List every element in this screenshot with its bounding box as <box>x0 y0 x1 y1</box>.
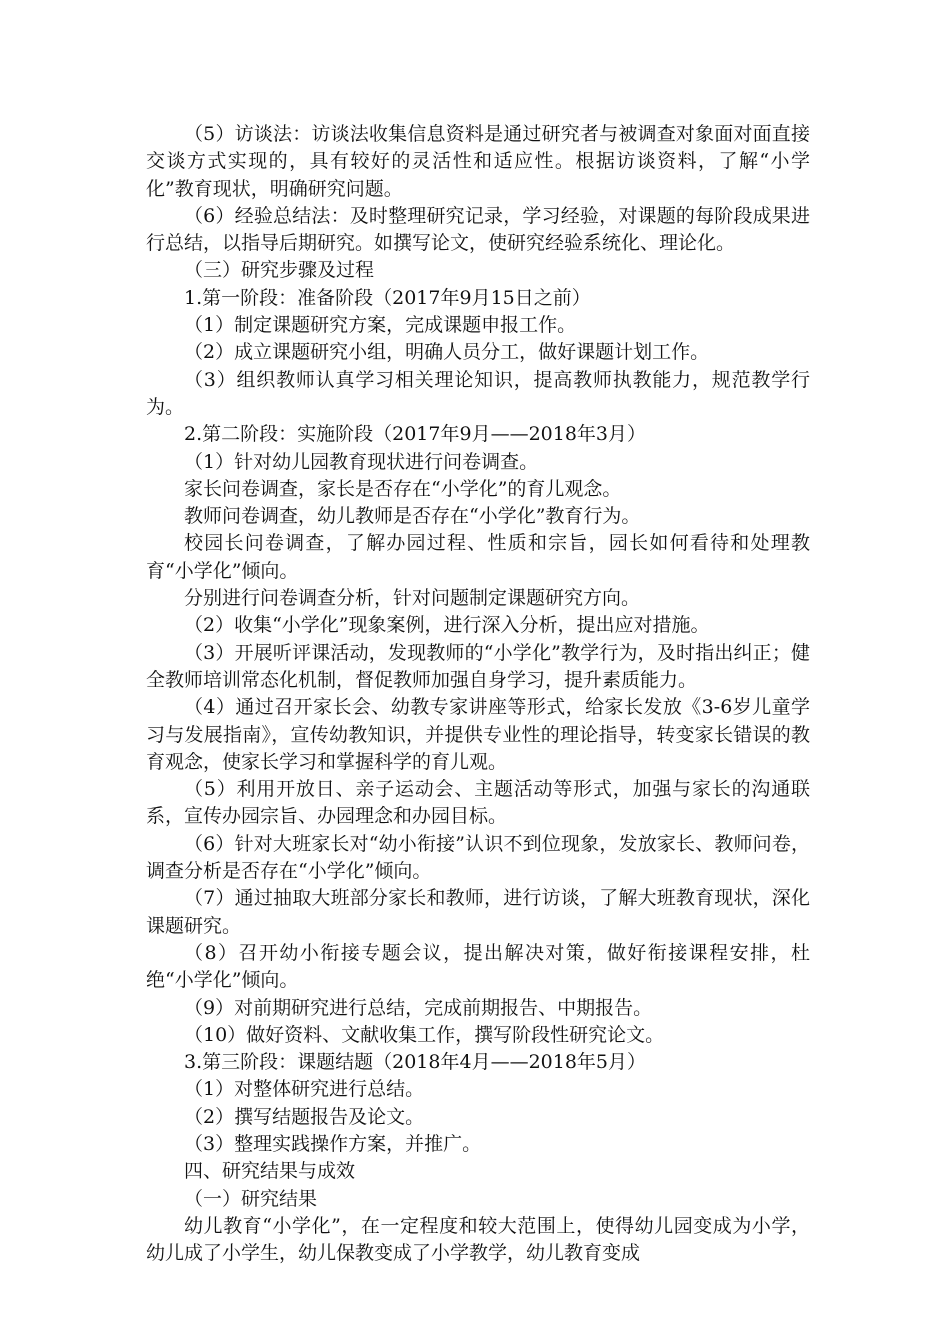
paragraph: 幼儿教育“小学化”，在一定程度和较大范围上，使得幼儿园变成为小学，幼儿成了小学生，幼儿保教变成了小学教学，幼儿教育变成 <box>146 1214 810 1265</box>
paragraph: （三）研究步骤及过程 <box>184 259 375 282</box>
paragraph: 1.第一阶段：准备阶段（2017年9月15日之前） <box>184 286 591 309</box>
paragraph: 3.第三阶段：课题结题（2018年4月——2018年5月） <box>184 1051 647 1074</box>
paragraph: 教师问卷调查，幼儿教师是否存在“小学化”教育行为。 <box>184 505 641 528</box>
paragraph: （10）做好资料、文献收集工作，撰写阶段性研究论文。 <box>184 1023 665 1046</box>
paragraph: （1）对整体研究进行总结。 <box>184 1078 425 1101</box>
paragraph: 2.第二阶段：实施阶段（2017年9月——2018年3月） <box>184 423 647 446</box>
paragraph: （6）针对大班家长对“幼小衔接”认识不到位现象，发放家长、教师问卷，调查分析是否存在“小学化”倾向。 <box>146 832 810 883</box>
paragraph: （6）经验总结法：及时整理研究记录，学习经验，对课题的每阶段成果进行总结，以指导后期研究。如撰写论文，使研究经验系统化、理论化。 <box>146 204 810 255</box>
paragraph: （一）研究结果 <box>184 1187 318 1210</box>
paragraph: （8）召开幼小衔接专题会议，提出解决对策，做好衔接课程安排，杜绝“小学化”倾向。 <box>146 941 810 992</box>
paragraph: 校园长问卷调查，了解办园过程、性质和宗旨，园长如何看待和处理教育“小学化”倾向。 <box>146 532 810 582</box>
paragraph: （2）成立课题研究小组，明确人员分工，做好课题计划工作。 <box>184 341 710 364</box>
paragraph: （9）对前期研究进行总结，完成前期报告、中期报告。 <box>184 996 653 1019</box>
paragraph: （4）通过召开家长会、幼教专家讲座等形式，给家长发放《3-6岁儿童学习与发展指南》，宣传幼教知识，并提供专业性的理论指导，转变家长错误的教育观念，使家长学习和掌握科学的育儿观。 <box>146 696 810 773</box>
paragraph: 四、研究结果与成效 <box>184 1160 356 1183</box>
paragraph: （5）利用开放日、亲子运动会、主题活动等形式，加强与家长的沟通联系，宣传办园宗旨、办园理念和办园目标。 <box>146 778 810 828</box>
paragraph: （3）整理实践操作方案，并推广。 <box>184 1132 482 1155</box>
document-page <box>146 121 810 1267</box>
paragraph: （2）撰写结题报告及论文。 <box>184 1105 425 1128</box>
paragraph: 家长问卷调查，家长是否存在“小学化”的育儿观念。 <box>184 477 622 500</box>
paragraph: （7）通过抽取大班部分家长和教师，进行访谈，了解大班教育现状，深化课题研究。 <box>146 887 810 937</box>
paragraph: （1）针对幼儿园教育现状进行问卷调查。 <box>184 450 539 473</box>
paragraph: （2）收集“小学化”现象案例，进行深入分析，提出应对措施。 <box>184 614 710 637</box>
paragraph: （3）开展听评课活动，发现教师的“小学化”教学行为，及时指出纠正；健全教师培训常态化机制，督促教师加强自身学习，提升素质能力。 <box>146 641 810 691</box>
paragraph: 分别进行问卷调查分析，针对问题制定课题研究方向。 <box>184 587 641 610</box>
paragraph: （3）组织教师认真学习相关理论知识，提高教师执教能力，规范教学行为。 <box>146 368 810 418</box>
paragraph: （1）制定课题研究方案，完成课题申报工作。 <box>184 314 577 337</box>
paragraph: （5）访谈法：访谈法收集信息资料是通过研究者与被调查对象面对面直接交谈方式实现的，具有较好的灵活性和适应性。根据访谈资料，了解“小学化”教育现状，明确研究问题。 <box>146 123 810 200</box>
